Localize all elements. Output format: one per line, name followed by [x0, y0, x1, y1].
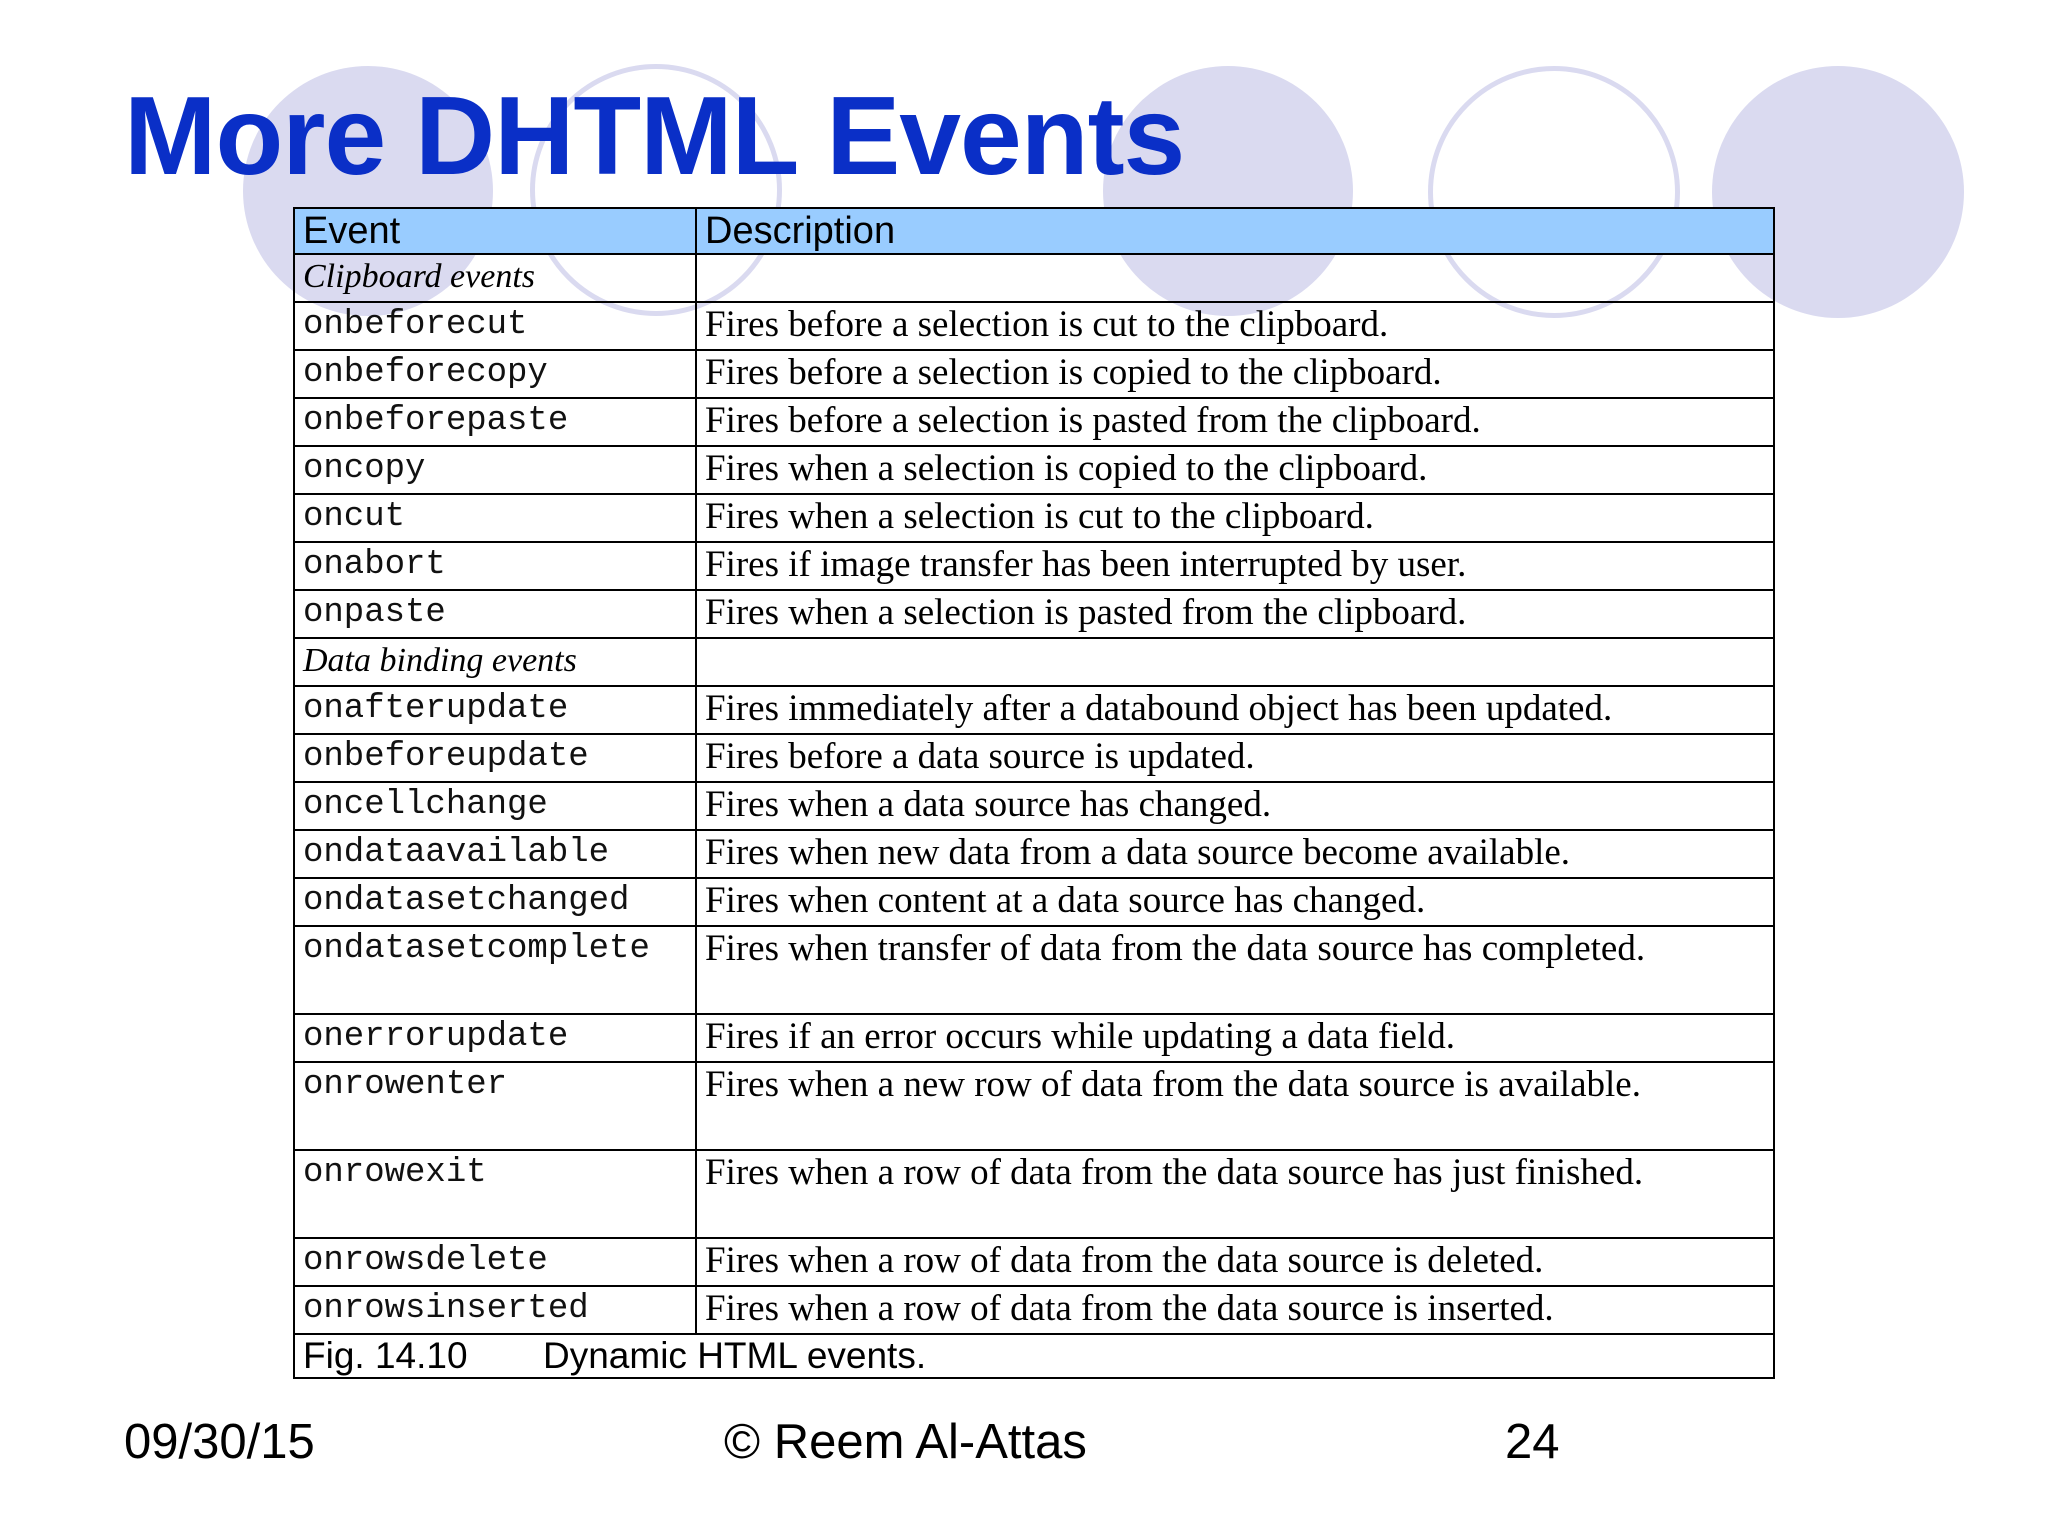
- event-description: Fires when a selection is copied to the clipboard.: [696, 446, 1774, 494]
- event-name: onrowenter: [294, 1062, 696, 1150]
- event-name: ondataavailable: [294, 830, 696, 878]
- table-row: [294, 350, 1774, 398]
- event-name: onrowexit: [294, 1150, 696, 1238]
- event-name: onpaste: [294, 590, 696, 638]
- event-name: onafterupdate: [294, 686, 696, 734]
- event-name: onrowsinserted: [294, 1286, 696, 1334]
- category-label: Clipboard events: [294, 254, 696, 302]
- table-row: [294, 542, 1774, 590]
- table-row: [294, 686, 1774, 734]
- event-name: onbeforeupdate: [294, 734, 696, 782]
- table-row: [294, 1014, 1774, 1062]
- events-table: [293, 207, 1775, 1379]
- category-label: Data binding events: [294, 638, 696, 686]
- table-row: [294, 590, 1774, 638]
- event-description: Fires when transfer of data from the data source has completed.: [696, 926, 1774, 1014]
- event-description: Fires before a data source is updated.: [696, 734, 1774, 782]
- event-description: Fires before a selection is pasted from the clipboard.: [696, 398, 1774, 446]
- header-description: Description: [696, 208, 1774, 254]
- event-name: onerrorupdate: [294, 1014, 696, 1062]
- event-name: onrowsdelete: [294, 1238, 696, 1286]
- event-description: Fires when a data source has changed.: [696, 782, 1774, 830]
- category-row: [294, 254, 1774, 302]
- event-description: Fires when a new row of data from the data source is available.: [696, 1062, 1774, 1150]
- table-row: [294, 1238, 1774, 1286]
- table-row: [294, 1150, 1774, 1238]
- caption-text: Dynamic HTML events.: [543, 1335, 927, 1376]
- table-row: [294, 926, 1774, 1014]
- footer-date: 09/30/15: [124, 1415, 315, 1469]
- caption-row: [294, 1334, 1774, 1378]
- slide-title: More DHTML Events: [124, 74, 1185, 198]
- table-row: [294, 1062, 1774, 1150]
- event-name: onabort: [294, 542, 696, 590]
- category-row: [294, 638, 1774, 686]
- event-description: Fires when a row of data from the data source is inserted.: [696, 1286, 1774, 1334]
- table-row: [294, 878, 1774, 926]
- event-description: Fires when a selection is cut to the clipboard.: [696, 494, 1774, 542]
- table-row: [294, 446, 1774, 494]
- event-description: Fires when a selection is pasted from the clipboard.: [696, 590, 1774, 638]
- event-name: onbeforecopy: [294, 350, 696, 398]
- caption-label: Fig. 14.10: [303, 1335, 468, 1376]
- event-name: onbeforepaste: [294, 398, 696, 446]
- event-name: ondatasetchanged: [294, 878, 696, 926]
- event-description: Fires when a row of data from the data source is deleted.: [696, 1238, 1774, 1286]
- event-name: ondatasetcomplete: [294, 926, 696, 1014]
- event-name: oncellchange: [294, 782, 696, 830]
- event-description: Fires if an error occurs while updating a data field.: [696, 1014, 1774, 1062]
- table-row: [294, 302, 1774, 350]
- table-row: [294, 782, 1774, 830]
- event-description: Fires before a selection is copied to the clipboard.: [696, 350, 1774, 398]
- table-body: [294, 254, 1774, 1334]
- event-name: oncut: [294, 494, 696, 542]
- header-event: Event: [294, 208, 696, 254]
- table-header-row: [294, 208, 1774, 254]
- event-description: [696, 638, 1774, 686]
- event-name: onbeforecut: [294, 302, 696, 350]
- event-description: Fires when new data from a data source become available.: [696, 830, 1774, 878]
- table-row: [294, 1286, 1774, 1334]
- event-description: Fires immediately after a databound object has been updated.: [696, 686, 1774, 734]
- event-description: Fires when content at a data source has changed.: [696, 878, 1774, 926]
- table-row: [294, 398, 1774, 446]
- event-description: Fires if image transfer has been interrupted by user.: [696, 542, 1774, 590]
- table-row: [294, 830, 1774, 878]
- event-description: Fires before a selection is cut to the clipboard.: [696, 302, 1774, 350]
- table-row: [294, 494, 1774, 542]
- event-description: [696, 254, 1774, 302]
- footer-author: © Reem Al-Attas: [724, 1415, 1087, 1469]
- event-description: Fires when a row of data from the data source has just finished.: [696, 1150, 1774, 1238]
- footer-page-number: 24: [1505, 1415, 1560, 1469]
- table-row: [294, 734, 1774, 782]
- figure-caption: [294, 1334, 1774, 1378]
- event-name: oncopy: [294, 446, 696, 494]
